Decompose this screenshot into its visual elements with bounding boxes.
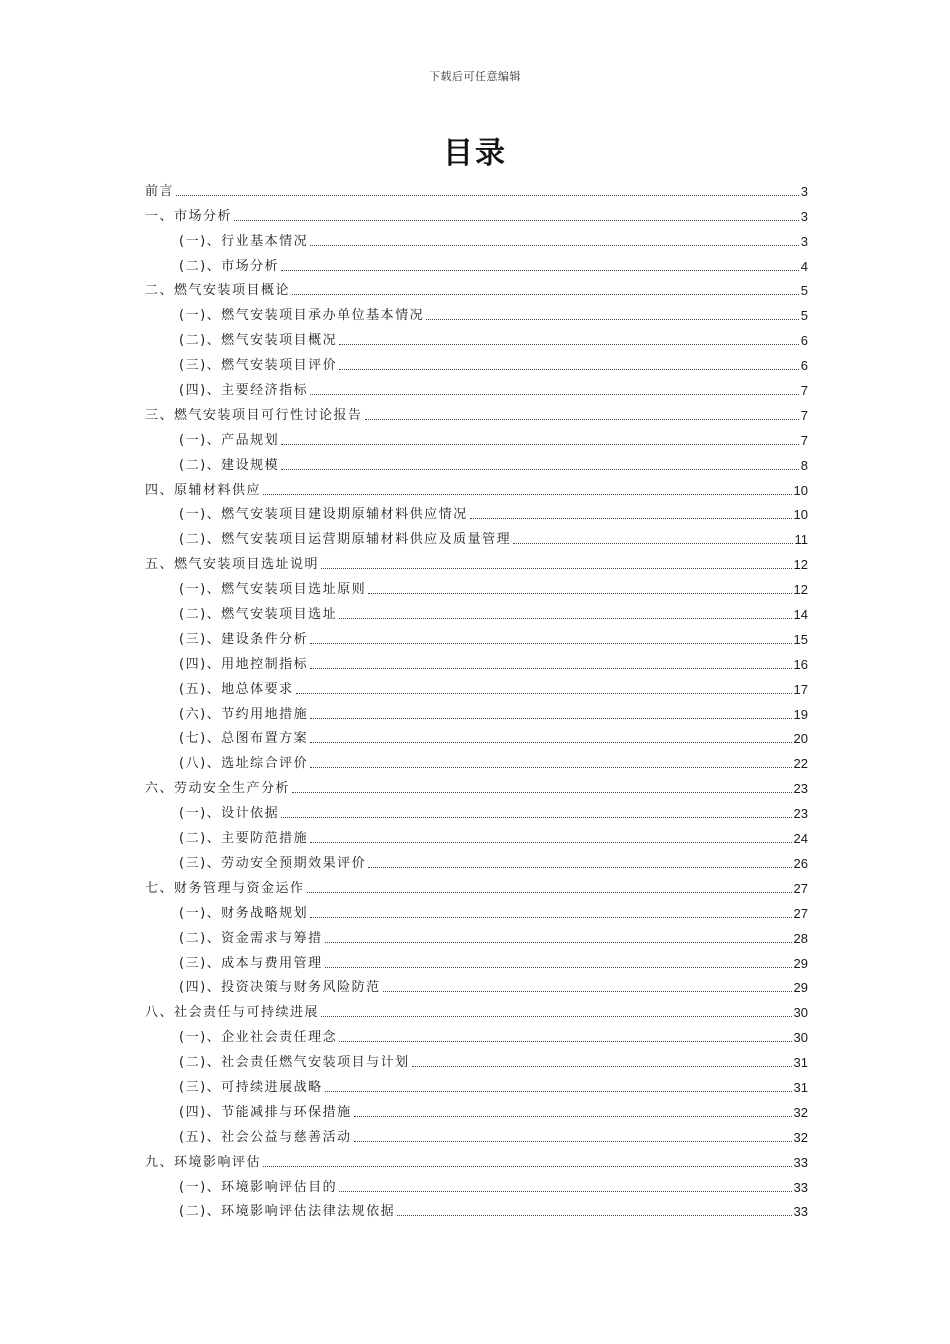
toc-entry-label: (五)、社会公益与慈善活动 bbox=[179, 1129, 352, 1145]
toc-entry-page-number: 33 bbox=[793, 1204, 808, 1220]
toc-dot-leader bbox=[325, 1091, 792, 1092]
toc-entry[interactable] bbox=[145, 822, 808, 847]
toc-dot-leader bbox=[296, 693, 792, 694]
toc-entry-page-number: 29 bbox=[793, 955, 808, 971]
toc-entry[interactable] bbox=[145, 1071, 808, 1096]
toc-entry-label: (三)、可持续进展战略 bbox=[179, 1079, 323, 1095]
toc-dot-leader bbox=[325, 942, 792, 943]
toc-entry-label: (二)、社会责任燃气安装项目与计划 bbox=[179, 1055, 410, 1071]
toc-entry[interactable] bbox=[145, 1171, 808, 1196]
toc-dot-leader bbox=[310, 842, 791, 843]
toc-entry-label: (一)、设计依据 bbox=[179, 806, 280, 822]
toc-entry-page-number: 27 bbox=[793, 880, 808, 896]
toc-entry[interactable] bbox=[145, 872, 808, 897]
toc-dot-leader bbox=[310, 643, 791, 644]
toc-entry[interactable] bbox=[145, 299, 808, 324]
toc-entry[interactable] bbox=[145, 897, 808, 922]
toc-dot-leader bbox=[339, 618, 791, 619]
toc-entry-page-number: 30 bbox=[793, 1005, 808, 1021]
toc-entry-label: (二)、燃气安装项目概况 bbox=[179, 333, 338, 349]
toc-entry-label: (二)、环境影响评估法律法规依据 bbox=[179, 1204, 396, 1220]
toc-entry-label: 五、燃气安装项目选址说明 bbox=[145, 557, 320, 573]
toc-entry-page-number: 28 bbox=[793, 930, 808, 946]
toc-entry-page-number: 27 bbox=[793, 905, 808, 921]
toc-entry-page-number: 19 bbox=[793, 706, 808, 722]
toc-entry-label: (三)、建设条件分析 bbox=[179, 631, 309, 647]
toc-entry[interactable] bbox=[145, 972, 808, 997]
toc-entry-page-number: 6 bbox=[800, 333, 808, 349]
toc-entry-label: 六、劳动安全生产分析 bbox=[145, 781, 291, 797]
toc-dot-leader bbox=[339, 369, 799, 370]
toc-entry-label: (二)、燃气安装项目运营期原辅材料供应及质量管理 bbox=[179, 532, 512, 548]
toc-dot-leader bbox=[310, 718, 791, 719]
toc-entry-page-number: 32 bbox=[793, 1104, 808, 1120]
toc-entry-page-number: 7 bbox=[800, 432, 808, 448]
toc-entry-label: (一)、财务战略规划 bbox=[179, 905, 309, 921]
toc-entry-label: 四、原辅材料供应 bbox=[145, 482, 262, 498]
toc-dot-leader bbox=[354, 1116, 792, 1117]
toc-entry-page-number: 23 bbox=[793, 806, 808, 822]
toc-dot-leader bbox=[368, 593, 791, 594]
toc-entry[interactable] bbox=[145, 598, 808, 623]
toc-entry-page-number: 26 bbox=[793, 855, 808, 871]
toc-entry-page-number: 31 bbox=[793, 1079, 808, 1095]
toc-entry[interactable] bbox=[145, 474, 808, 499]
toc-entry[interactable] bbox=[145, 250, 808, 275]
toc-entry[interactable] bbox=[145, 275, 808, 300]
toc-entry-page-number: 4 bbox=[800, 258, 808, 274]
toc-entry-page-number: 3 bbox=[800, 183, 808, 199]
toc-entry-label: (三)、燃气安装项目评价 bbox=[179, 358, 338, 374]
toc-entry-page-number: 20 bbox=[793, 731, 808, 747]
toc-entry-label: (二)、建设规模 bbox=[179, 457, 280, 473]
toc-entry-page-number: 17 bbox=[793, 681, 808, 697]
toc-entry-label: (二)、资金需求与筹措 bbox=[179, 930, 323, 946]
toc-entry[interactable] bbox=[145, 623, 808, 648]
toc-entry-page-number: 12 bbox=[793, 582, 808, 598]
toc-entry-page-number: 31 bbox=[793, 1055, 808, 1071]
toc-entry[interactable] bbox=[145, 548, 808, 573]
toc-entry-page-number: 3 bbox=[800, 233, 808, 249]
toc-entry[interactable] bbox=[145, 449, 808, 474]
toc-entry-label: (二)、市场分析 bbox=[179, 258, 280, 274]
toc-entry-label: 八、社会责任与可持续进展 bbox=[145, 1005, 320, 1021]
toc-dot-leader bbox=[281, 817, 791, 818]
toc-entry-label: (一)、企业社会责任理念 bbox=[179, 1030, 338, 1046]
toc-entry-label: (一)、燃气安装项目承办单位基本情况 bbox=[179, 308, 425, 324]
toc-entry[interactable] bbox=[145, 499, 808, 524]
toc-entry-label: (一)、环境影响评估目的 bbox=[179, 1179, 338, 1195]
toc-entry[interactable] bbox=[145, 1046, 808, 1071]
toc-entry-page-number: 32 bbox=[793, 1129, 808, 1145]
toc-entry[interactable] bbox=[145, 349, 808, 374]
toc-entry[interactable] bbox=[145, 225, 808, 250]
toc-entry[interactable] bbox=[145, 698, 808, 723]
toc-entry[interactable] bbox=[145, 947, 808, 972]
toc-entry-label: 一、市场分析 bbox=[145, 208, 233, 224]
table-of-contents bbox=[145, 175, 808, 1220]
toc-dot-leader bbox=[263, 1166, 792, 1167]
toc-entry-page-number: 16 bbox=[793, 656, 808, 672]
toc-entry[interactable] bbox=[145, 922, 808, 947]
toc-dot-leader bbox=[339, 1041, 791, 1042]
toc-dot-leader bbox=[397, 1215, 791, 1216]
toc-entry-page-number: 7 bbox=[800, 383, 808, 399]
toc-entry-label: 七、财务管理与资金运作 bbox=[145, 880, 305, 896]
toc-entry[interactable] bbox=[145, 797, 808, 822]
toc-dot-leader bbox=[234, 220, 799, 221]
toc-entry-page-number: 11 bbox=[794, 532, 808, 548]
toc-dot-leader bbox=[310, 767, 791, 768]
toc-entry-page-number: 5 bbox=[800, 308, 808, 324]
toc-entry[interactable] bbox=[145, 1096, 808, 1121]
toc-entry-label: (二)、主要防范措施 bbox=[179, 831, 309, 847]
toc-dot-leader bbox=[321, 568, 792, 569]
toc-dot-leader bbox=[310, 394, 799, 395]
toc-entry-page-number: 7 bbox=[800, 407, 808, 423]
toc-dot-leader bbox=[354, 1141, 792, 1142]
toc-dot-leader bbox=[365, 419, 799, 420]
toc-entry-label: (四)、节能减排与环保措施 bbox=[179, 1104, 352, 1120]
toc-entry-page-number: 24 bbox=[793, 831, 808, 847]
toc-entry[interactable] bbox=[145, 996, 808, 1021]
toc-entry-page-number: 14 bbox=[793, 607, 808, 623]
toc-entry-label: (五)、地总体要求 bbox=[179, 681, 294, 697]
toc-entry-page-number: 5 bbox=[800, 283, 808, 299]
toc-entry-label: (一)、燃气安装项目建设期原辅材料供应情况 bbox=[179, 507, 468, 523]
toc-entry-page-number: 22 bbox=[793, 756, 808, 772]
toc-entry-label: 前言 bbox=[145, 183, 175, 199]
toc-entry[interactable] bbox=[145, 1196, 808, 1221]
toc-entry[interactable] bbox=[145, 648, 808, 673]
toc-dot-leader bbox=[176, 195, 799, 196]
toc-dot-leader bbox=[321, 1016, 792, 1017]
toc-dot-leader bbox=[310, 668, 791, 669]
toc-entry[interactable] bbox=[145, 747, 808, 772]
toc-entry-label: (四)、投资决策与财务风险防范 bbox=[179, 980, 381, 996]
toc-entry-label: (一)、行业基本情况 bbox=[179, 233, 309, 249]
toc-dot-leader bbox=[513, 543, 792, 544]
toc-entry-page-number: 10 bbox=[793, 507, 808, 523]
toc-dot-leader bbox=[368, 867, 791, 868]
toc-entry-label: (七)、总图布置方案 bbox=[179, 731, 309, 747]
toc-entry[interactable] bbox=[145, 374, 808, 399]
toc-entry-page-number: 15 bbox=[793, 631, 808, 647]
toc-entry[interactable] bbox=[145, 424, 808, 449]
header-note: 下载后可任意编辑 bbox=[429, 70, 521, 83]
toc-entry-label: (一)、燃气安装项目选址原则 bbox=[179, 582, 367, 598]
toc-entry[interactable] bbox=[145, 1021, 808, 1046]
toc-dot-leader bbox=[292, 792, 792, 793]
toc-entry-label: (六)、节约用地措施 bbox=[179, 706, 309, 722]
toc-entry-page-number: 3 bbox=[800, 208, 808, 224]
toc-dot-leader bbox=[412, 1066, 792, 1067]
toc-entry[interactable] bbox=[145, 399, 808, 424]
toc-dot-leader bbox=[281, 270, 799, 271]
toc-entry[interactable] bbox=[145, 573, 808, 598]
toc-entry[interactable] bbox=[145, 175, 808, 200]
toc-entry[interactable] bbox=[145, 772, 808, 797]
toc-dot-leader bbox=[470, 518, 792, 519]
toc-entry-page-number: 23 bbox=[793, 781, 808, 797]
toc-entry-label: (四)、用地控制指标 bbox=[179, 656, 309, 672]
toc-dot-leader bbox=[325, 967, 792, 968]
toc-entry[interactable] bbox=[145, 673, 808, 698]
toc-entry[interactable] bbox=[145, 200, 808, 225]
toc-entry-label: (四)、主要经济指标 bbox=[179, 383, 309, 399]
toc-entry-label: (八)、选址综合评价 bbox=[179, 756, 309, 772]
toc-dot-leader bbox=[307, 892, 792, 893]
toc-entry-page-number: 8 bbox=[800, 457, 808, 473]
toc-dot-leader bbox=[426, 319, 799, 320]
toc-dot-leader bbox=[339, 344, 799, 345]
toc-entry-label: 二、燃气安装项目概论 bbox=[145, 283, 291, 299]
toc-dot-leader bbox=[281, 444, 799, 445]
toc-entry[interactable] bbox=[145, 523, 808, 548]
toc-entry-page-number: 30 bbox=[793, 1030, 808, 1046]
page-title: 目录 bbox=[443, 136, 507, 171]
toc-entry[interactable] bbox=[145, 723, 808, 748]
toc-entry-label: (一)、产品规划 bbox=[179, 432, 280, 448]
toc-dot-leader bbox=[310, 742, 791, 743]
toc-entry-label: (二)、燃气安装项目选址 bbox=[179, 607, 338, 623]
toc-entry-page-number: 10 bbox=[793, 482, 808, 498]
toc-entry[interactable] bbox=[145, 1146, 808, 1171]
toc-dot-leader bbox=[281, 469, 799, 470]
toc-entry[interactable] bbox=[145, 1121, 808, 1146]
toc-entry-page-number: 33 bbox=[793, 1154, 808, 1170]
toc-entry-label: 九、环境影响评估 bbox=[145, 1154, 262, 1170]
toc-entry-page-number: 29 bbox=[793, 980, 808, 996]
toc-dot-leader bbox=[292, 294, 799, 295]
toc-dot-leader bbox=[339, 1191, 791, 1192]
toc-dot-leader bbox=[310, 917, 791, 918]
toc-entry-label: (三)、成本与费用管理 bbox=[179, 955, 323, 971]
toc-entry-page-number: 12 bbox=[793, 557, 808, 573]
toc-dot-leader bbox=[263, 494, 792, 495]
toc-dot-leader bbox=[310, 245, 799, 246]
toc-entry[interactable] bbox=[145, 324, 808, 349]
toc-entry-page-number: 6 bbox=[800, 358, 808, 374]
toc-dot-leader bbox=[383, 991, 792, 992]
toc-entry-page-number: 33 bbox=[793, 1179, 808, 1195]
toc-entry-label: 三、燃气安装项目可行性讨论报告 bbox=[145, 407, 363, 423]
toc-entry[interactable] bbox=[145, 847, 808, 872]
toc-entry-label: (三)、劳动安全预期效果评价 bbox=[179, 855, 367, 871]
